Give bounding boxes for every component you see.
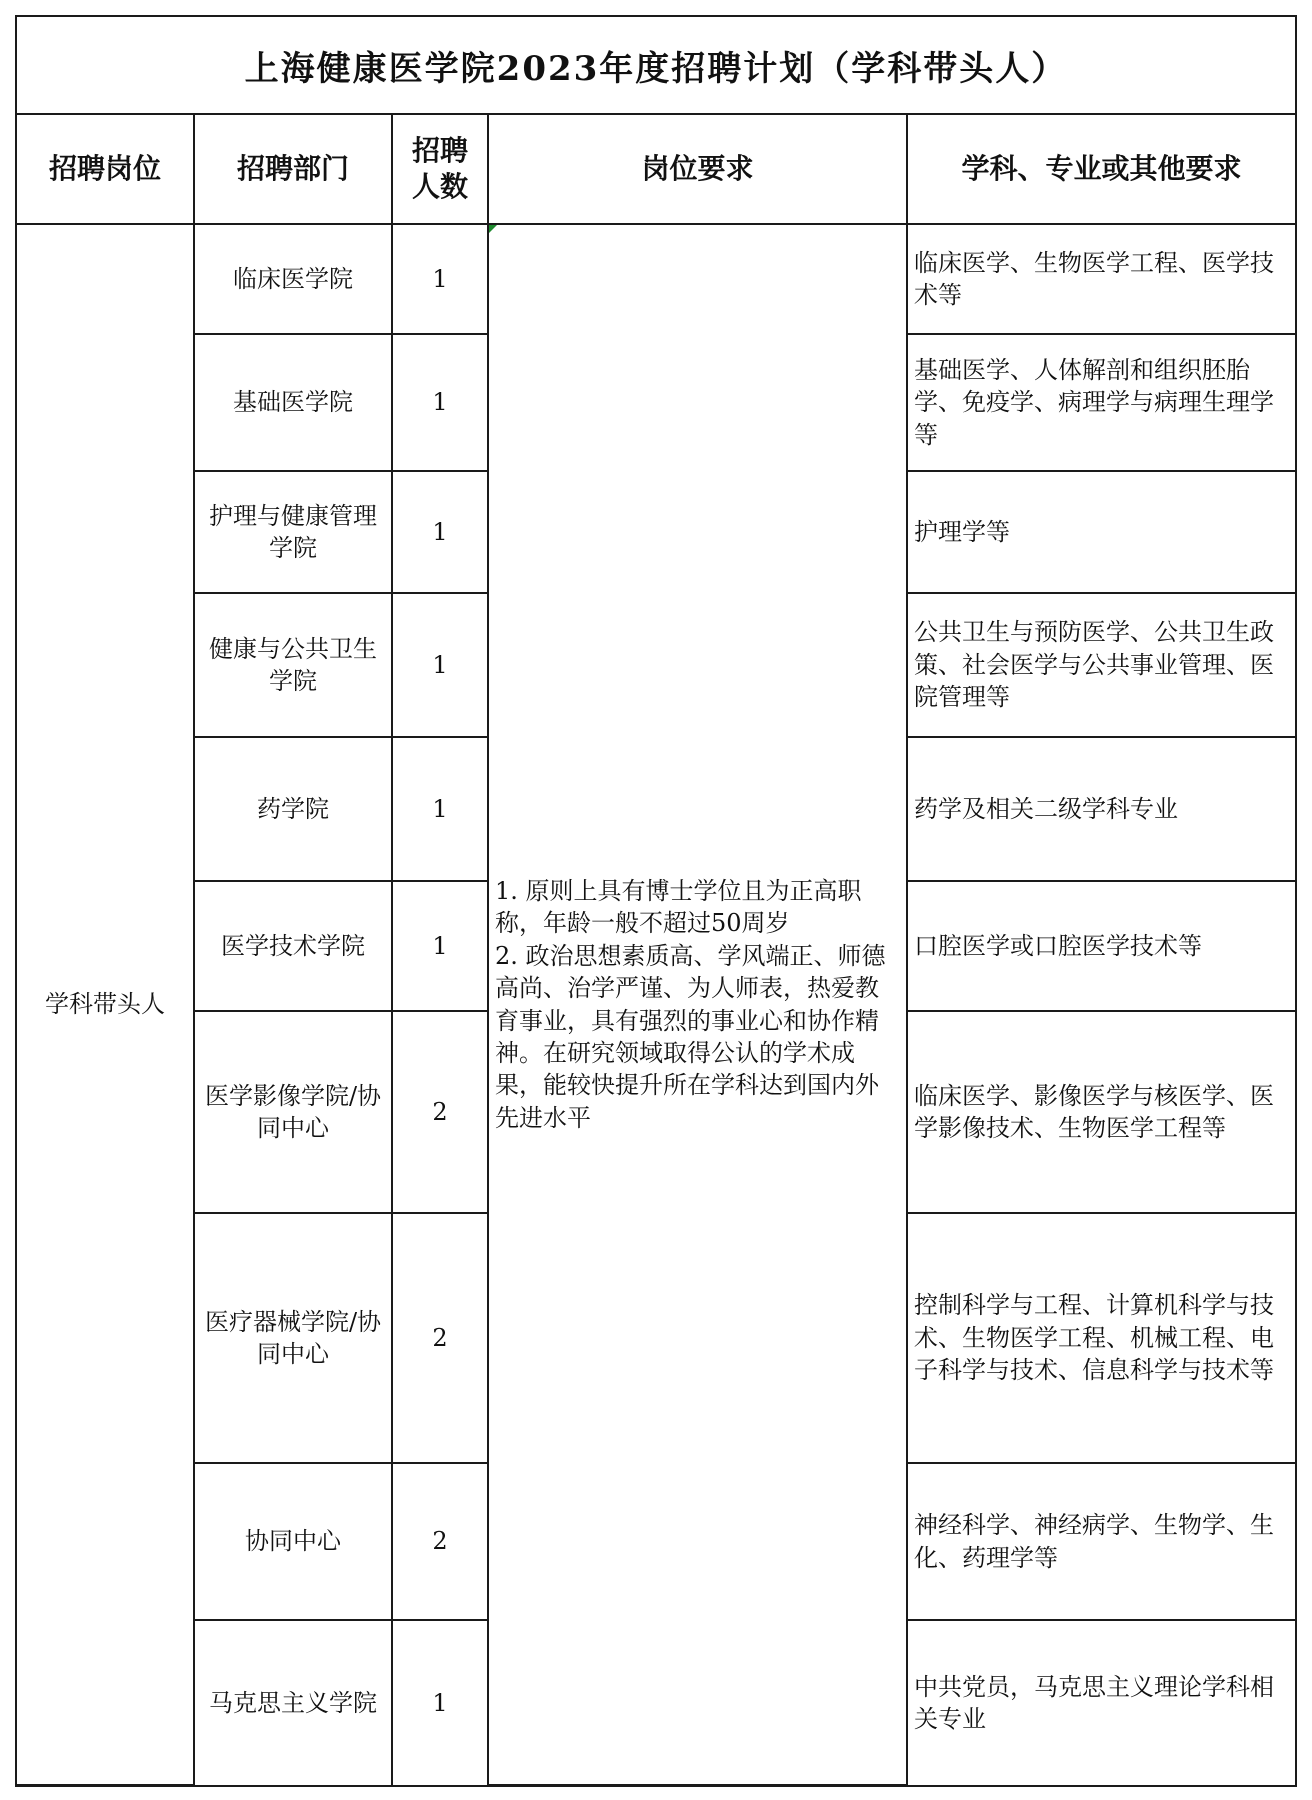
table-header-row xyxy=(17,115,1295,224)
subject-cell: 神经科学、神经病学、生物学、生化、药理学等 xyxy=(907,1463,1295,1620)
count-cell: 1 xyxy=(392,334,488,471)
subject-cell: 药学及相关二级学科专业 xyxy=(907,737,1295,881)
cell-comment-marker xyxy=(489,225,497,233)
position-cell: 学科带头人 xyxy=(17,224,194,1785)
header-requirements: 岗位要求 xyxy=(488,115,907,224)
recruitment-sheet xyxy=(15,15,1297,1787)
subject-cell: 临床医学、影像医学与核医学、医学影像技术、生物医学工程等 xyxy=(907,1011,1295,1213)
table-row xyxy=(17,224,1295,334)
department-cell: 健康与公共卫生学院 xyxy=(194,593,392,737)
department-cell: 协同中心 xyxy=(194,1463,392,1620)
department-cell: 护理与健康管理学院 xyxy=(194,471,392,593)
subject-cell: 口腔医学或口腔医学技术等 xyxy=(907,881,1295,1011)
count-cell: 2 xyxy=(392,1011,488,1213)
header-position: 招聘岗位 xyxy=(17,115,194,224)
subject-cell: 临床医学、生物医学工程、医学技术等 xyxy=(907,224,1295,334)
department-cell: 药学院 xyxy=(194,737,392,881)
department-cell: 马克思主义学院 xyxy=(194,1620,392,1785)
count-cell: 2 xyxy=(392,1213,488,1463)
department-cell: 临床医学院 xyxy=(194,224,392,334)
count-cell: 1 xyxy=(392,881,488,1011)
count-cell: 1 xyxy=(392,224,488,334)
requirements-cell xyxy=(488,224,907,1785)
department-cell: 医疗器械学院/协同中心 xyxy=(194,1213,392,1463)
page-title: 上海健康医学院2023年度招聘计划（学科带头人） xyxy=(17,17,1295,115)
department-cell: 医学技术学院 xyxy=(194,881,392,1011)
recruitment-table xyxy=(17,115,1295,1786)
subject-cell: 控制科学与工程、计算机科学与技术、生物医学工程、机械工程、电子科学与技术、信息科学与技术等 xyxy=(907,1213,1295,1463)
department-cell: 基础医学院 xyxy=(194,334,392,471)
subject-cell: 护理学等 xyxy=(907,471,1295,593)
header-subject: 学科、专业或其他要求 xyxy=(907,115,1295,224)
department-cell: 医学影像学院/协同中心 xyxy=(194,1011,392,1213)
count-cell: 2 xyxy=(392,1463,488,1620)
subject-cell: 中共党员，马克思主义理论学科相关专业 xyxy=(907,1620,1295,1785)
subject-cell: 基础医学、人体解剖和组织胚胎学、免疫学、病理学与病理生理学等 xyxy=(907,334,1295,471)
subject-cell: 公共卫生与预防医学、公共卫生政策、社会医学与公共事业管理、医院管理等 xyxy=(907,593,1295,737)
count-cell: 1 xyxy=(392,1620,488,1785)
header-department: 招聘部门 xyxy=(194,115,392,224)
header-count: 招聘人数 xyxy=(392,115,488,224)
count-cell: 1 xyxy=(392,471,488,593)
count-cell: 1 xyxy=(392,737,488,881)
count-cell: 1 xyxy=(392,593,488,737)
requirements-text: 1. 原则上具有博士学位且为正高职称，年龄一般不超过50周岁 2. 政治思想素质高、学风端正、师德高尚、治学严谨、为人师表，热爱教育事业，具有强烈的事业心和协作精神。在研究领域取得公认的学术成果，能较快提升所在学科达到国内外先进水平 xyxy=(495,876,886,1132)
